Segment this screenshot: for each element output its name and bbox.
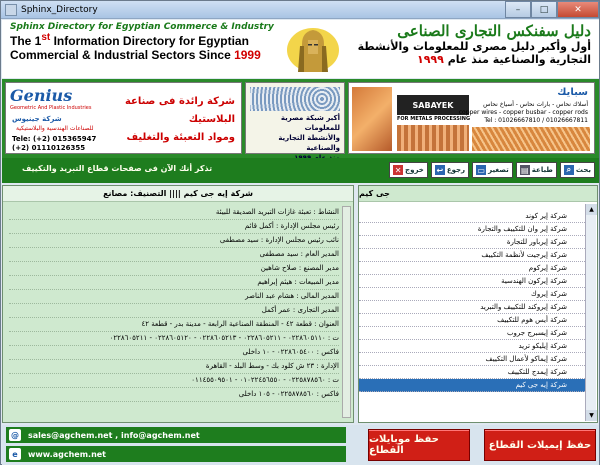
sabayek-tagline: FOR METALS PROCESSING: [397, 116, 471, 122]
english-line-1: [10, 32, 280, 48]
footer: [2, 425, 599, 465]
english-line-1-post: Information Directory for Egyptian: [50, 34, 249, 48]
minimize-label: تصغير: [488, 166, 509, 174]
arabic-line-2-text: التجارية والصناعية منذ عام: [443, 53, 591, 66]
genius-slogan-1: شركة رائدة فى صناعة البلاستيك: [124, 96, 235, 125]
arabic-year: ١٩٩٩: [417, 53, 444, 66]
english-line-1-pre: The 1: [10, 34, 42, 48]
list-item[interactable]: شركة إيروك: [359, 288, 585, 301]
english-title: Sphinx Directory for Egyptian Commerce & Industry: [10, 22, 274, 32]
back-label: رجوع: [446, 166, 466, 174]
english-line-1-sup: st: [41, 32, 51, 43]
window-controls: [505, 1, 599, 18]
title-bar[interactable]: [1, 1, 599, 19]
search-label: بحث: [575, 166, 591, 174]
sector-hint: تذكر أنك الآن فى صفحات قطاع التبريد والتكييف: [22, 164, 213, 173]
list-item[interactable]: شركة إيركون الهندسية: [359, 275, 585, 288]
search-icon: ⌕: [564, 165, 574, 175]
close-button[interactable]: ✕: [557, 1, 599, 18]
list-item[interactable]: شركة إيرباور للتجارة: [359, 236, 585, 249]
detail-row: نائب رئيس مجلس الإدارة : سيد مصطفى: [9, 234, 339, 248]
genius-tel-1: Tele: (+2) 015365947: [12, 135, 97, 143]
list-item[interactable]: شركة أيس هوم للتكييف: [359, 314, 585, 327]
company-list: [359, 210, 585, 420]
company-header: شركة إيه جى كيم |||| التصنيف: مصانع: [3, 186, 353, 202]
list-item[interactable]: شركة إيمدج للتكييف: [359, 366, 585, 379]
detail-row: الإدارة : ٢٣ ش كلود بك - وسط البلد - القاهرة: [9, 360, 339, 374]
genius-ar-name: شركة جينيوس: [12, 115, 62, 123]
copper-wire-icon: [472, 127, 590, 151]
website-bar[interactable]: [6, 446, 346, 462]
detail-row: المدير التجارى : عمر أكمل: [9, 304, 339, 318]
detail-row: المدير المالى : هشام عبد الناصر: [9, 290, 339, 304]
app-icon: [5, 4, 17, 16]
email-text: sales@agchem.net , info@agchem.net: [28, 430, 200, 440]
arabic-line-2: [341, 53, 591, 66]
sphinx-network-text: [248, 113, 340, 163]
english-line-2: [10, 48, 280, 62]
minimize-app-button[interactable]: [472, 162, 513, 178]
exit-button[interactable]: [389, 162, 428, 178]
detail-row: النشاط : تعبئة غازات التبريد الصديقة للبيئة: [9, 206, 339, 220]
minimize-icon: ▭: [477, 165, 485, 175]
english-line-2-text: Commercial & Industrial Sectors Since: [10, 48, 235, 62]
sabayek-tel: Tel : 01026667810 / 01026667811: [484, 117, 588, 124]
detail-row: المدير العام : سيد مصطفى: [9, 248, 339, 262]
header-arabic: [341, 22, 591, 66]
exit-icon: ✕: [394, 165, 402, 175]
save-emails-button[interactable]: حفظ إيميلات القطاع: [484, 429, 596, 461]
copper-pipes-icon: [397, 125, 469, 151]
company-list-panel: [358, 185, 598, 423]
scroll-down-icon[interactable]: ▼: [586, 410, 597, 421]
toolbar-buttons: [389, 162, 595, 178]
search-button[interactable]: [560, 162, 595, 178]
print-button[interactable]: [516, 162, 557, 178]
header-banner: [2, 20, 599, 78]
list-item[interactable]: شركة إيرجيت لأنظمة التكييف: [359, 249, 585, 262]
email-icon: @: [11, 430, 19, 440]
back-button[interactable]: [431, 162, 469, 178]
network-line-1: أكبر شبكة مصرية للمعلومات: [280, 114, 340, 132]
list-item[interactable]: شركة إير كوند: [359, 210, 585, 223]
detail-row: مدير المصنع : صلاح شاهين: [9, 262, 339, 276]
detail-row: ت : ٠٢٢٨٦٠٥١١٠ - ٠٢٢٨٦٠٥٢١١ - ٠٢٢٨٦٠٥٢١٣ - ٠٢٢٨٦٠٥١٢٠ - ٠٢٢٨٦٠٥٢١١: [9, 332, 339, 346]
sabayek-logo: SABAYEK: [397, 95, 469, 115]
print-label: طباعة: [531, 166, 553, 174]
detail-row: العنوان : قطعة ٤٢ - المنطقة الصناعية الرابعة - مدينة بدر - قطعة ٤٢: [9, 318, 339, 332]
detail-row: رئيس مجلس الإدارة : أكمل قائم: [9, 220, 339, 234]
window-title: Sphinx_Directory: [21, 4, 98, 15]
genius-tel: [12, 135, 96, 153]
list-item[interactable]: شركة إيركوم: [359, 262, 585, 275]
network-graphic-icon: [250, 87, 340, 111]
email-bar[interactable]: [6, 427, 346, 443]
genius-logo-sub: Geometric And Plastic Industries: [10, 105, 92, 111]
list-item[interactable]: شركة إيليكو تريد: [359, 340, 585, 353]
list-item[interactable]: شركة إيسبرج جروب: [359, 327, 585, 340]
arabic-line-1: أول وأكبر دليل مصرى للمعلومات والأنشطة: [357, 40, 591, 53]
save-mobiles-button[interactable]: حفظ موبايلات القطاع: [368, 429, 470, 461]
sabayek-ad[interactable]: [348, 82, 595, 154]
details-scrollbar[interactable]: [342, 206, 351, 418]
genius-ad[interactable]: [5, 82, 242, 154]
list-item[interactable]: شركة إيروكند للتكييف والتبريد: [359, 301, 585, 314]
globe-icon: e: [9, 448, 21, 460]
detail-row: فاكس : ٠٢٢٨٦٠٥٤٠٠ - ١٠ داخلى: [9, 346, 339, 360]
maximize-button[interactable]: □: [531, 1, 557, 18]
sabayek-ar-products: أسلاك نحاس - بارات نحاس - أسياخ نحاس: [483, 101, 588, 108]
copper-image-icon: [352, 87, 392, 151]
header-english: [10, 22, 280, 62]
sabayek-en-products: copper wires - copper busbar - copper rods: [458, 109, 588, 116]
detail-row: مدير المبيعات : هيثم إبراهيم: [9, 276, 339, 290]
network-line-2: والأنشطة التجارية والصناعية: [278, 134, 340, 152]
company-details[interactable]: [9, 206, 339, 420]
genius-logo-text: Genius: [10, 86, 73, 105]
english-year: 1999: [234, 48, 261, 62]
detail-row: فاكس : ٠٢٢٥٨٧٨٥٦٠ - ١٠٥ داخلى: [9, 388, 339, 402]
company-details-panel: [2, 185, 354, 423]
printer-icon: ▤: [521, 165, 529, 175]
exit-label: خروج: [405, 166, 424, 174]
list-item[interactable]: شركة إيماكو لأعمال التكييف: [359, 353, 585, 366]
list-item[interactable]: شركة إير وان للتكييف والتجارة: [359, 223, 585, 236]
sphinx-logo-icon: [284, 22, 342, 74]
website-text: www.agchem.net: [28, 449, 107, 459]
list-item-selected[interactable]: شركة إيه جى كيم: [359, 379, 585, 392]
list-search-field[interactable]: جى كيم: [359, 186, 597, 202]
toolbar: [2, 158, 599, 183]
genius-tel-2: (+2) 01110126355: [12, 144, 86, 152]
genius-ar-sub: للصناعات الهندسية والبلاستيكية: [16, 125, 94, 132]
minimize-button[interactable]: –: [505, 1, 531, 18]
back-arrow-icon: ↩: [436, 165, 444, 175]
scroll-up-icon[interactable]: ▲: [586, 204, 597, 215]
sphinx-network-ad[interactable]: [245, 82, 345, 154]
list-scrollbar[interactable]: [585, 204, 596, 421]
ad-banners: [2, 79, 599, 158]
genius-slogan: [105, 93, 235, 147]
detail-row: ت : ٠٢٢٥٨٧٨٥٦٠ - ٠١٠٢٢٤٥٦٥٥٠ - ٠١١٤٥٥٠٩٥٠١: [9, 374, 339, 388]
arabic-title: دليل سفنكس التجارى الصناعى: [397, 22, 591, 40]
sabayek-ar-name: سبايك: [557, 87, 588, 98]
genius-slogan-2: ومواد التعبئة والتغليف: [126, 132, 235, 143]
